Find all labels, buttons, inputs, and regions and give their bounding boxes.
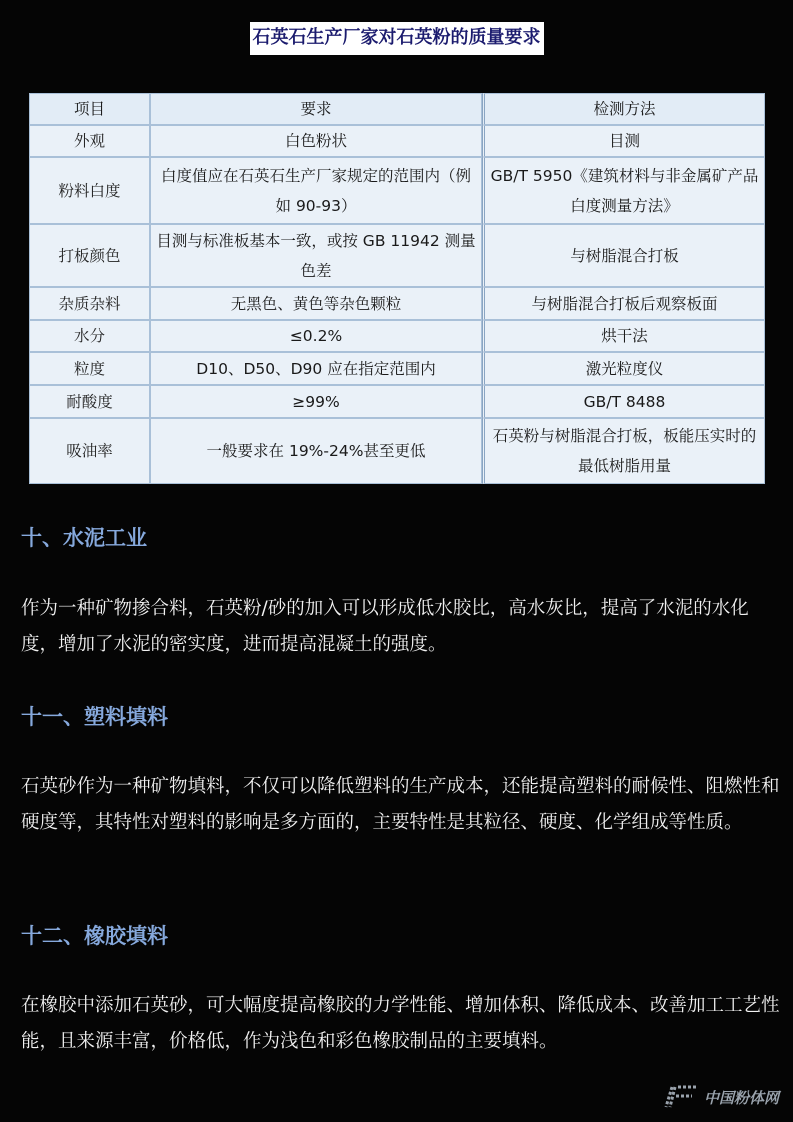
table-cell-method: GB/T 5950《建筑材料与非金属矿产品白度测量方法》: [482, 157, 765, 224]
table-cell-item: 杂质杂料: [29, 287, 150, 320]
table-row: [29, 418, 765, 484]
watermark-logo-icon: [662, 1084, 700, 1110]
watermark: [662, 1084, 779, 1110]
table-cell-item: 吸油率: [29, 418, 150, 484]
table-cell-requirement: 白度值应在石英石生产厂家规定的范围内（例如 90-93）: [150, 157, 482, 224]
table-row: [29, 157, 765, 224]
table-cell-method: 目测: [482, 125, 765, 157]
table-row: [29, 385, 765, 418]
section-body-cement: 作为一种矿物掺合料，石英粉/砂的加入可以形成低水胶比，高水灰比，提高了水泥的水化度，增加了水泥的密实度，进而提高混凝土的强度。: [21, 598, 749, 655]
section-body-plastics: 石英砂作为一种矿物填料，不仅可以降低塑料的生产成本，还能提高塑料的耐候性、阻燃性和硬度等，其特性对塑料的影响是多方面的，主要特性是其粒径、硬度、化学组成等性质。: [21, 776, 780, 833]
table-cell-method: 石英粉与树脂混合打板，板能压实时的最低树脂用量: [482, 418, 765, 484]
table-cell-item: 外观: [29, 125, 150, 157]
table-cell-item: 耐酸度: [29, 385, 150, 418]
table-cell-requirement: 白色粉状: [150, 125, 482, 157]
table-cell-method: 与树脂混合打板: [482, 224, 765, 287]
table-header-item: 项目: [29, 93, 150, 125]
table-cell-requirement: 无黑色、黄色等杂色颗粒: [150, 287, 482, 320]
table-cell-requirement: 一般要求在 19%-24%甚至更低: [150, 418, 482, 484]
table-cell-item: 粒度: [29, 352, 150, 385]
table-row: [29, 224, 765, 287]
table-row: [29, 320, 765, 352]
section-heading-cement: 十、水泥工业: [21, 526, 147, 550]
table-cell-method: GB/T 8488: [482, 385, 765, 418]
section-body-rubber: 在橡胶中添加石英砂，可大幅度提高橡胶的力学性能、增加体积、降低成本、改善加工工艺性能，且来源丰富，价格低，作为浅色和彩色橡胶制品的主要填料。: [21, 995, 780, 1052]
table-cell-method: 与树脂混合打板后观察板面: [482, 287, 765, 320]
table-row: [29, 352, 765, 385]
table-row: [29, 287, 765, 320]
quality-requirements-table: [29, 93, 765, 484]
table-header-row: [29, 93, 765, 125]
watermark-text: 中国粉体网: [703, 1088, 779, 1107]
table-cell-item: 打板颜色: [29, 224, 150, 287]
section-heading-rubber: 十二、橡胶填料: [21, 924, 168, 948]
table-cell-item: 粉料白度: [29, 157, 150, 224]
title-wrap: [0, 22, 793, 55]
page-title: 石英石生产厂家对石英粉的质量要求: [250, 22, 544, 55]
table-row: [29, 125, 765, 157]
table-cell-requirement: D10、D50、D90 应在指定范围内: [150, 352, 482, 385]
table-header-method: 检测方法: [482, 93, 765, 125]
table-cell-requirement: 目测与标准板基本一致，或按 GB 11942 测量色差: [150, 224, 482, 287]
table-cell-method: 激光粒度仪: [482, 352, 765, 385]
table-header-requirement: 要求: [150, 93, 482, 125]
table-cell-requirement: ≤0.2%: [150, 320, 482, 352]
table-cell-requirement: ≥99%: [150, 385, 482, 418]
table-cell-method: 烘干法: [482, 320, 765, 352]
table-cell-item: 水分: [29, 320, 150, 352]
section-heading-plastics: 十一、塑料填料: [21, 705, 168, 729]
